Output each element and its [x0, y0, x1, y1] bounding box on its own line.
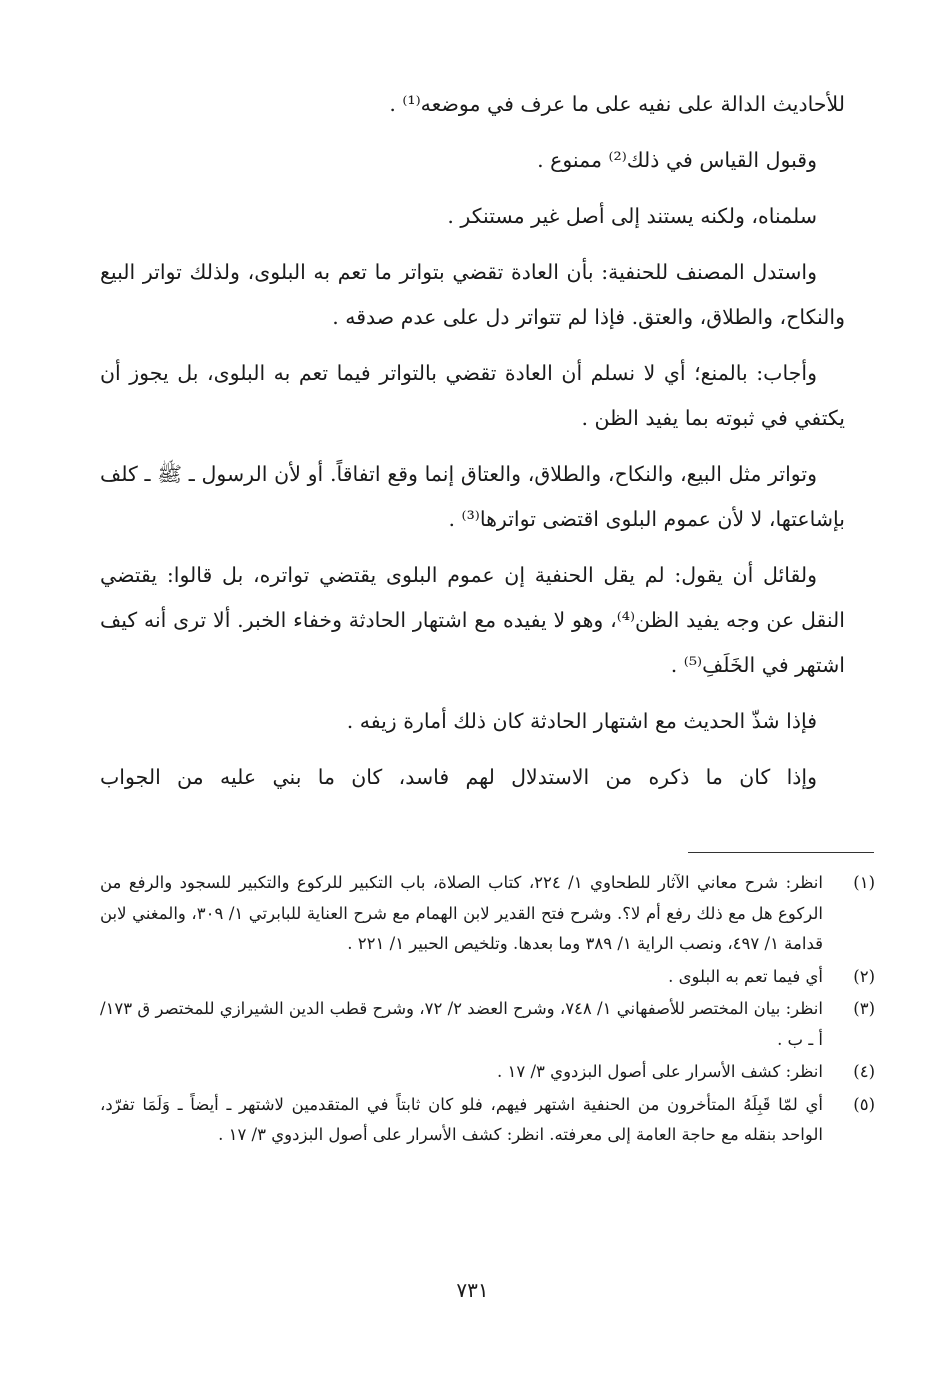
footnote-item — [100, 1057, 875, 1088]
footnote-separator — [688, 852, 874, 853]
footnotes — [100, 868, 875, 1153]
footnote-item — [100, 962, 875, 993]
paragraph-2: وقبول القياس في ذلك⁽²⁾ ممنوع . — [537, 148, 817, 172]
page-number: ٧٣١ — [456, 1278, 489, 1302]
paragraph-4: واستدل المصنف للحنفية: بأن العادة تقضي بتواتر ما تعم به البلوى، ولذلك تواتر البيع والنكاح، والطلاق، والعتق. فإذا لم تتواتر دل على عدم صدقه . — [100, 260, 845, 329]
paragraph-8: فإذا شذّ الحديث مع اشتهار الحادثة كان ذلك أمارة زيفه . — [346, 709, 817, 733]
footnote-number: (٣) — [853, 999, 875, 1018]
footnote-text: انظر: شرح معاني الآثار للطحاوي ١/ ٢٢٤، كتاب الصلاة، باب التكبير للركوع والتكبير للسجود والرفع من الركوع هل مع ذلك رفع أم لا؟. وشرح فتح القدير لابن الهمام مع شرح العناية للبابرتي ١/ ٣٠٩، والمغني لابن قدامة ١/ ٤٩٧، ونصب الراية ١/ ٣٨٩ وما بعدها. وتلخيص الحبير ١/ ٢٢١ . — [100, 873, 823, 953]
paragraph-1: للأحاديث الدالة على نفيه على ما عرف في موضعه⁽¹⁾ . — [389, 92, 845, 116]
footnote-number: (٢) — [853, 966, 875, 986]
footnote-text: أي فيما تعم به البلوى . — [668, 966, 823, 986]
footnote-number: (٥) — [853, 1094, 875, 1114]
paragraph-7: ولقائل أن يقول: لم يقل الحنفية إن عموم البلوى يقتضي تواتره، بل قالوا: يقتضي النقل عن وجه يفيد الظن⁽⁴⁾، وهو لا يفيده مع اشتهار الحادثة وخفاء الخبر. ألا ترى أنه كيف اشتهر في الخَلَفِ⁽⁵⁾ . — [100, 563, 845, 677]
footnote-number: (١) — [853, 873, 875, 892]
footnote-text: انظر: كشف الأسرار على أصول البزدوي ٣/ ١٧ . — [497, 1062, 823, 1081]
footnote-item — [100, 1090, 875, 1151]
paragraph-9: وإذا كان ما ذكره من الاستدلال لهم فاسد، كان ما بني عليه من الجواب — [100, 765, 817, 789]
main-text — [100, 82, 845, 811]
footnote-text: أي لمّا قَبِلَهُ المتأخرون من الحنفية اشتهر فيهم، فلو كان ثابتاً في المتقدمين لاشتهر ـ أيضاً ـ وَلَمَا تفرّد، الواحد بنقله مع حاجة العامة إلى معرفته. انظر: كشف الأسرار على أصول البزدوي ٣/ ١٧ . — [100, 1094, 823, 1144]
paragraph-5: وأجاب: بالمنع؛ أي لا نسلم أن العادة تقضي بالتواتر فيما تعم به البلوى، بل يجوز أن يكتفي في ثبوته بما يفيد الظن . — [100, 361, 845, 430]
paragraph-3: سلمناه، ولكنه يستند إلى أصل غير مستنكر . — [447, 204, 817, 228]
footnote-item — [100, 994, 875, 1055]
footnote-text: انظر: بيان المختصر للأصفهاني ١/ ٧٤٨، وشرح العضد ٢/ ٧٢، وشرح قطب الدين الشيرازي للمختصر ق ١٧٣/ أ ـ ب . — [100, 999, 823, 1049]
paragraph-6: وتواتر مثل البيع، والنكاح، والطلاق، والعتاق إنما وقع اتفاقاً. أو لأن الرسول ـ ﷺ ـ كلف بإشاعتها، لا لأن عموم البلوى اقتضى تواترها⁽³⁾ . — [100, 462, 845, 531]
footnote-number: (٤) — [853, 1062, 875, 1081]
footnote-item — [100, 868, 875, 960]
